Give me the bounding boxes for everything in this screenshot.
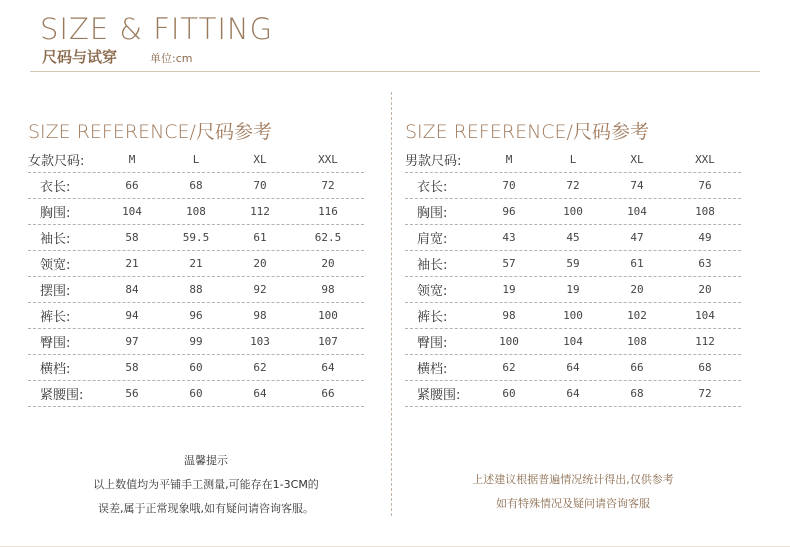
measurement-value: 97 — [125, 335, 139, 348]
table-row — [405, 251, 741, 277]
table-row — [28, 329, 364, 355]
size-label-header: 男款尺码: — [405, 154, 462, 169]
measurement-value: 103 — [250, 335, 270, 348]
measurement-value: 21 — [189, 257, 203, 270]
measurement-label: 袖长: — [417, 258, 448, 273]
men-notes-line-2: 如有特殊情况及疑问请咨询客服 — [496, 497, 650, 510]
measurement-value: 20 — [253, 257, 267, 270]
table-row — [28, 225, 364, 251]
measurement-label: 臀围: — [417, 336, 448, 351]
vertical-divider — [391, 92, 392, 516]
measurement-value: 94 — [125, 309, 139, 322]
measurement-value: 100 — [563, 205, 583, 218]
women-notes-heading: 温馨提示 — [184, 454, 228, 467]
size-header-l: L — [569, 153, 577, 166]
measurement-value: 64 — [566, 387, 580, 400]
measurement-value: 68 — [630, 387, 644, 400]
table-row — [28, 381, 364, 407]
measurement-value: 108 — [627, 335, 647, 348]
measurement-value: 107 — [318, 335, 338, 348]
measurement-label: 领宽: — [417, 284, 448, 299]
measurement-value: 60 — [189, 361, 203, 374]
size-header-l: L — [192, 153, 200, 166]
measurement-value: 102 — [627, 309, 647, 322]
page-title-cn: 尺码与试穿 — [42, 48, 118, 66]
measurement-value: 63 — [698, 257, 712, 270]
measurement-value: 19 — [502, 283, 516, 296]
measurement-value: 88 — [189, 283, 203, 296]
measurement-value: 100 — [499, 335, 519, 348]
measurement-label: 裤长: — [417, 310, 448, 325]
measurement-label: 肩宽: — [417, 232, 448, 247]
measurement-value: 108 — [695, 205, 715, 218]
measurement-label: 摆围: — [40, 284, 71, 299]
header-divider — [30, 71, 760, 72]
page-title-en: SIZE & FITTING — [40, 12, 274, 46]
measurement-value: 61 — [630, 257, 644, 270]
measurement-label: 胸围: — [417, 206, 448, 221]
measurement-value: 112 — [250, 205, 270, 218]
measurement-value: 68 — [189, 179, 203, 192]
measurement-value: 92 — [253, 283, 267, 296]
men-section-title: SIZE REFERENCE/尺码参考 — [405, 121, 649, 143]
measurement-value: 68 — [698, 361, 712, 374]
measurement-value: 74 — [630, 179, 644, 192]
measurement-label: 紧腰围: — [40, 388, 84, 403]
table-row — [405, 355, 741, 381]
measurement-value: 112 — [695, 335, 715, 348]
table-row — [28, 355, 364, 381]
measurement-value: 99 — [189, 335, 203, 348]
table-row — [28, 199, 364, 225]
measurement-value: 64 — [253, 387, 267, 400]
measurement-value: 21 — [125, 257, 139, 270]
women-notes-line-2: 误差,属于正常现象哦,如有疑问请咨询客服。 — [98, 502, 314, 515]
measurement-value: 96 — [189, 309, 203, 322]
size-header-m: M — [505, 153, 513, 166]
table-row — [405, 225, 741, 251]
measurement-value: 20 — [698, 283, 712, 296]
measurement-label: 衣长: — [40, 180, 71, 195]
measurement-value: 104 — [122, 205, 142, 218]
measurement-value: 59.5 — [182, 231, 210, 244]
measurement-value: 70 — [253, 179, 267, 192]
measurement-value: 66 — [630, 361, 644, 374]
measurement-value: 19 — [566, 283, 580, 296]
measurement-value: 20 — [630, 283, 644, 296]
women-notes-line-1: 以上数值均为平铺手工测量,可能存在1-3CM的 — [93, 478, 319, 491]
measurement-value: 61 — [253, 231, 267, 244]
table-row — [405, 277, 741, 303]
measurement-value: 98 — [502, 309, 516, 322]
measurement-value: 76 — [698, 179, 712, 192]
table-row — [405, 329, 741, 355]
table-row — [28, 277, 364, 303]
table-row — [28, 303, 364, 329]
size-header-xxl: XXL — [318, 153, 338, 166]
measurement-value: 58 — [125, 361, 139, 374]
measurement-value: 72 — [566, 179, 580, 192]
measurement-value: 64 — [321, 361, 335, 374]
measurement-value: 62 — [502, 361, 516, 374]
measurement-value: 72 — [698, 387, 712, 400]
measurement-label: 胸围: — [40, 206, 71, 221]
measurement-value: 108 — [186, 205, 206, 218]
measurement-value: 72 — [321, 179, 335, 192]
men-size-table — [405, 147, 741, 407]
measurement-label: 臀围: — [40, 336, 71, 351]
women-section-title: SIZE REFERENCE/尺码参考 — [28, 121, 272, 143]
measurement-value: 45 — [566, 231, 580, 244]
measurement-value: 104 — [563, 335, 583, 348]
measurement-value: 96 — [502, 205, 516, 218]
table-row — [405, 381, 741, 407]
unit-label: 单位:cm — [150, 52, 193, 65]
measurement-label: 横档: — [40, 362, 71, 377]
men-table-header — [405, 147, 741, 173]
measurement-value: 116 — [318, 205, 338, 218]
measurement-value: 59 — [566, 257, 580, 270]
measurement-value: 84 — [125, 283, 139, 296]
measurement-value: 64 — [566, 361, 580, 374]
measurement-value: 104 — [695, 309, 715, 322]
size-header-xl: XL — [253, 153, 267, 166]
measurement-value: 60 — [502, 387, 516, 400]
measurement-value: 62.5 — [314, 231, 342, 244]
men-notes-line-1: 上述建议根据普遍情况统计得出,仅供参考 — [472, 473, 674, 486]
measurement-label: 袖长: — [40, 232, 71, 247]
measurement-value: 98 — [253, 309, 267, 322]
measurement-value: 66 — [125, 179, 139, 192]
size-header-xl: XL — [630, 153, 644, 166]
measurement-value: 58 — [125, 231, 139, 244]
size-header-xxl: XXL — [695, 153, 715, 166]
table-row — [405, 303, 741, 329]
table-row — [28, 173, 364, 199]
measurement-value: 66 — [321, 387, 335, 400]
measurement-value: 100 — [563, 309, 583, 322]
table-row — [405, 199, 741, 225]
table-row — [405, 173, 741, 199]
measurement-value: 62 — [253, 361, 267, 374]
measurement-label: 领宽: — [40, 258, 71, 273]
measurement-value: 56 — [125, 387, 139, 400]
measurement-value: 104 — [627, 205, 647, 218]
measurement-label: 横档: — [417, 362, 448, 377]
measurement-value: 57 — [502, 257, 516, 270]
size-label-header: 女款尺码: — [28, 154, 85, 169]
measurement-value: 43 — [502, 231, 516, 244]
measurement-label: 紧腰围: — [417, 388, 461, 403]
measurement-label: 裤长: — [40, 310, 71, 325]
women-table-header — [28, 147, 364, 173]
measurement-value: 20 — [321, 257, 335, 270]
size-header-m: M — [128, 153, 136, 166]
measurement-value: 49 — [698, 231, 712, 244]
women-size-table — [28, 147, 364, 407]
measurement-value: 47 — [630, 231, 644, 244]
measurement-value: 70 — [502, 179, 516, 192]
measurement-label: 衣长: — [417, 180, 448, 195]
table-row — [28, 251, 364, 277]
measurement-value: 100 — [318, 309, 338, 322]
women-notes — [28, 449, 384, 521]
men-notes — [405, 468, 741, 516]
measurement-value: 60 — [189, 387, 203, 400]
measurement-value: 98 — [321, 283, 335, 296]
